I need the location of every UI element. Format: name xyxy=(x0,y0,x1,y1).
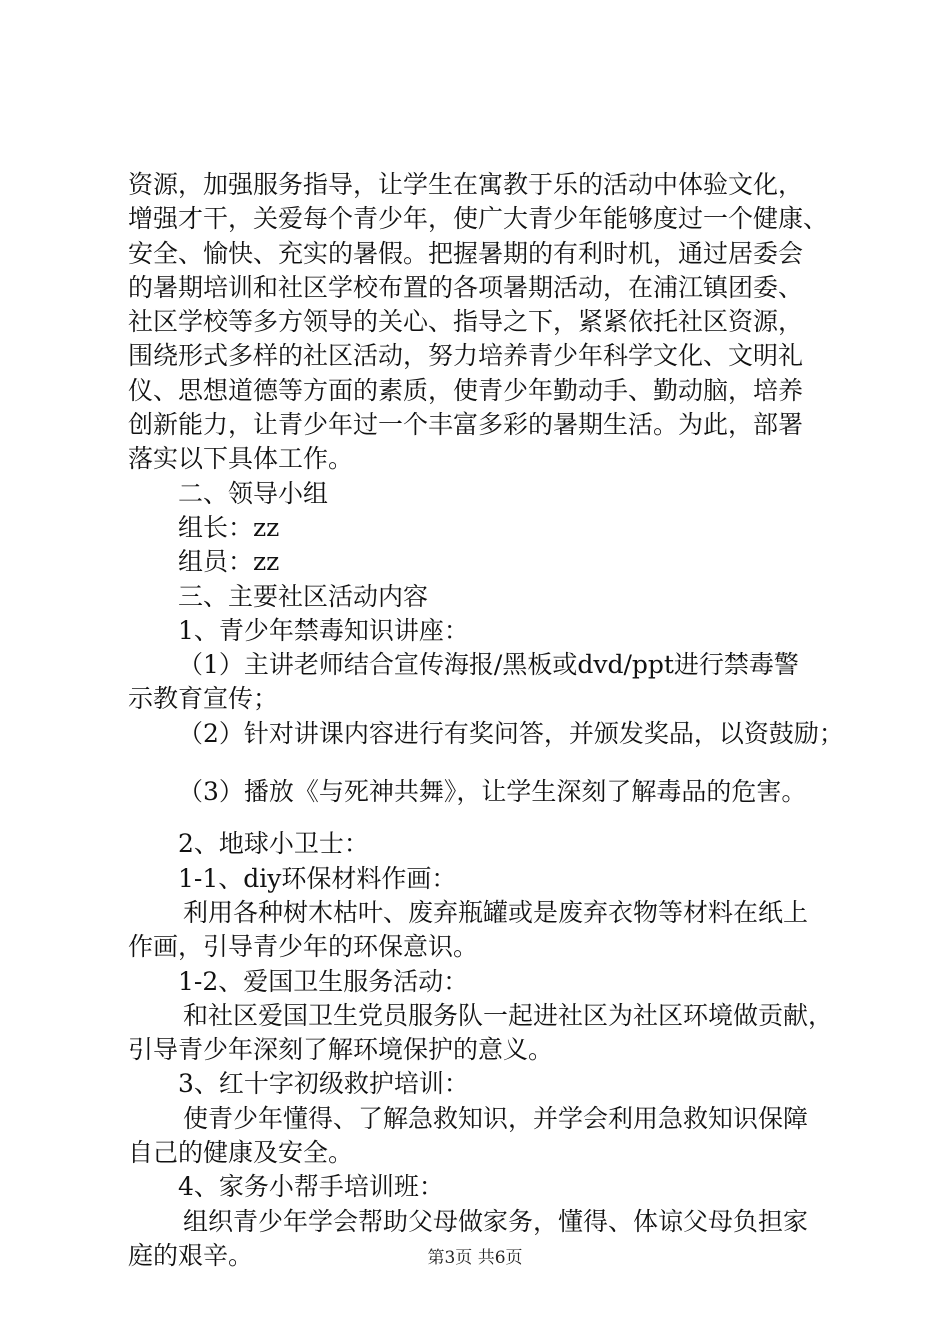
paragraph-line: 创新能力，让青少年过一个丰富多彩的暑期生活。为此，部署 xyxy=(128,410,804,440)
activity-title-drug: 1、青少年禁毒知识讲座： xyxy=(178,615,469,645)
paragraph-line: 围绕形式多样的社区活动，努力培养青少年科学文化、文明礼 xyxy=(128,341,804,371)
paragraph-line: 落实以下具体工作。 xyxy=(128,444,354,474)
page-number-footer: 第3页 共6页 xyxy=(427,1248,523,1268)
paragraph-line: 资源，加强服务指导，让学生在寓教于乐的活动中体验文化， xyxy=(128,170,804,199)
drug-item-3: （3）播放《与死神共舞》，让学生深刻了解毒品的危害。 xyxy=(178,777,807,807)
housework-text-cont: 庭的艰辛。 xyxy=(128,1240,254,1270)
redcross-text: 使青少年懂得、了解急救知识，并学会利用急救知识保障 xyxy=(183,1103,809,1133)
paragraph-line: 社区学校等多方领导的关心、指导之下，紧紧依托社区资源， xyxy=(128,307,804,337)
leader-line: 组长：zz xyxy=(178,512,280,542)
drug-item-1: （1）主讲老师结合宣传海报/黑板或dvd/ppt进行禁毒警 xyxy=(178,650,799,680)
activity-title-housework: 4、家务小帮手培训班： xyxy=(178,1172,444,1202)
members-line: 组员：zz xyxy=(178,547,280,577)
document-body xyxy=(128,168,844,1273)
housework-text: 组织青少年学会帮助父母做家务，懂得、体谅父母负担家 xyxy=(183,1206,809,1236)
activity-title-redcross: 3、红十字初级救护培训： xyxy=(178,1069,469,1099)
section-heading-activities: 三、主要社区活动内容 xyxy=(178,581,429,611)
drug-item-1-cont: 示教育宣传； xyxy=(128,684,279,714)
section-heading-leadership: 二、领导小组 xyxy=(178,478,329,508)
paragraph-line: 的暑期培训和社区学校布置的各项暑期活动，在浦江镇团委、 xyxy=(128,272,804,302)
earth-sub2-title: 1-2、爱国卫生服务活动： xyxy=(178,966,469,996)
paragraph-line: 增强才干，关爱每个青少年，使广大青少年能够度过一个健康、 xyxy=(128,204,829,234)
spacer xyxy=(128,809,840,827)
earth-sub2-text: 和社区爱国卫生党员服务队一起进社区为社区环境做贡献， xyxy=(183,1000,834,1030)
redcross-text-cont: 自己的健康及安全。 xyxy=(128,1138,354,1168)
paragraph-line: 安全、愉快、充实的暑假。把握暑期的有利时机，通过居委会 xyxy=(128,238,804,268)
earth-sub1-text: 利用各种树木枯叶、废弃瓶罐或是废弃衣物等材料在纸上 xyxy=(183,897,809,927)
activity-title-earth: 2、地球小卫士： xyxy=(178,829,369,859)
drug-item-2: （2）针对讲课内容进行有奖问答，并颁发奖品，以资鼓励； xyxy=(178,718,844,748)
earth-sub1-title: 1-1、diy环保材料作画： xyxy=(178,863,457,893)
spacer xyxy=(128,751,840,775)
earth-sub1-text-cont: 作画，引导青少年的环保意识。 xyxy=(128,932,479,962)
earth-sub2-text-cont: 引导青少年深刻了解环境保护的意义。 xyxy=(128,1035,554,1065)
paragraph-line: 仪、思想道德等方面的素质，使青少年勤动手、勤动脑，培养 xyxy=(128,375,804,405)
